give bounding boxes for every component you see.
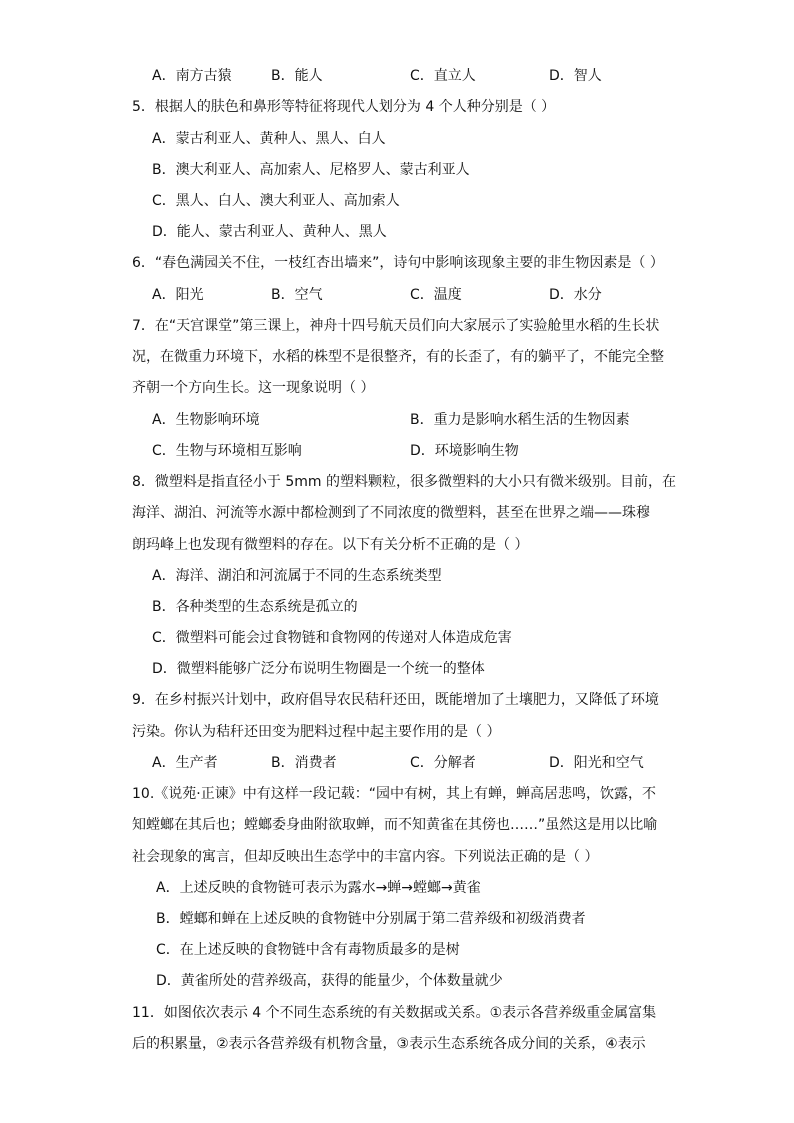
q7-options-row-1	[0, 411, 794, 429]
q8-stem-line-3: 朗玛峰上也发现有微塑料的存在。以下有关分析不正确的是（ ）	[132, 537, 529, 553]
q5-option-d[interactable]: D．能人、蒙古利亚人、黄种人、黑人	[152, 224, 387, 240]
q6-options	[0, 286, 794, 304]
q4-option-c[interactable]: C．直立人	[410, 68, 476, 84]
q11-stem-line-2: 后的积累量，②表示各营养级有机物含量，③表示生态系统各成分间的关系，④表示	[132, 1036, 646, 1052]
q10-stem-line-3: 社会现象的寓言，但却反映出生态学中的丰富内容。下列说法正确的是（ ）	[132, 849, 599, 865]
q9-stem-line-1: 9．在乡村振兴计划中，政府倡导农民秸秆还田，既能增加了土壤肥力，又降低了环境	[132, 692, 659, 708]
q10-option-a[interactable]: A．上述反映的食物链可表示为露水→蝉→螳螂→黄雀	[156, 880, 481, 896]
q8-stem-line-2: 海洋、湖泊、河流等水源中都检测到了不同浓度的微塑料，甚至在世界之端——珠穆	[132, 505, 650, 521]
q7-option-a[interactable]: A．生物影响环境	[152, 412, 260, 428]
q8-option-b[interactable]: B．各种类型的生态系统是孤立的	[152, 599, 358, 615]
q8-option-a[interactable]: A．海洋、湖泊和河流属于不同的生态系统类型	[152, 568, 442, 584]
q11-stem-line-1: 11．如图依次表示 4 个不同生态系统的有关数据或关系。①表示各营养级重金属富集	[132, 1005, 657, 1021]
q7-option-c[interactable]: C．生物与环境相互影响	[152, 443, 302, 459]
q10-option-b[interactable]: B．螳螂和蝉在上述反映的食物链中分别属于第二营养级和初级消费者	[156, 911, 586, 927]
q7-stem-line-2: 况，在微重力环境下，水稻的株型不是很整齐，有的长歪了，有的躺平了，不能完全整	[132, 349, 664, 365]
q9-stem-line-2: 污染。你认为秸秆还田变为肥料过程中起主要作用的是（ ）	[132, 724, 501, 740]
q9-options	[0, 754, 794, 772]
q5-option-b[interactable]: B．澳大利亚人、高加索人、尼格罗人、蒙古利亚人	[152, 162, 470, 178]
q6-stem: 6．“春色满园关不住，一枝红杏出墙来”，诗句中影响该现象主要的非生物因素是（ ）	[132, 255, 664, 271]
q10-option-c[interactable]: C．在上述反映的食物链中含有毒物质最多的是树	[156, 942, 460, 958]
q5-stem: 5．根据人的肤色和鼻形等特征将现代人划分为 4 个人种分别是（ ）	[132, 99, 556, 115]
q10-option-d[interactable]: D．黄雀所处的营养级高，获得的能量少，个体数量就少	[156, 973, 503, 989]
q9-option-a[interactable]: A．生产者	[152, 755, 218, 771]
q10-stem-line-2: 知螳螂在其后也；螳螂委身曲附欲取蝉，而不知黄雀在其傍也……”虽然这是用以比喻	[132, 817, 658, 833]
q6-option-c[interactable]: C．温度	[410, 287, 462, 303]
q7-options-row-2	[0, 442, 794, 460]
q9-option-c[interactable]: C．分解者	[410, 755, 476, 771]
q4-option-a[interactable]: A．南方古猿	[152, 68, 232, 84]
q4-options	[0, 67, 794, 85]
q4-option-d[interactable]: D．智人	[549, 68, 602, 84]
q6-option-a[interactable]: A．阳光	[152, 287, 204, 303]
q10-stem-line-1: 10.《说苑·正谏》中有这样一段记载：“园中有树，其上有蝉，蝉高居悲鸣，饮露，不	[132, 786, 656, 802]
q9-option-b[interactable]: B．消费者	[271, 755, 337, 771]
q7-stem-line-3: 齐朝一个方向生长。这一现象说明（ ）	[132, 380, 375, 396]
q8-option-c[interactable]: C．微塑料可能会过食物链和食物网的传递对人体造成危害	[152, 630, 512, 646]
q5-option-a[interactable]: A．蒙古利亚人、黄种人、黑人、白人	[152, 131, 386, 147]
q8-option-d[interactable]: D．微塑料能够广泛分布说明生物圈是一个统一的整体	[152, 661, 485, 677]
q8-stem-line-1: 8．微塑料是指直径小于 5mm 的塑料颗粒，很多微塑料的大小只有微米级别。目前，在	[132, 474, 676, 490]
q6-option-b[interactable]: B．空气	[271, 287, 323, 303]
q7-stem-line-1: 7．在“天宫课堂”第三课上，神舟十四号航天员们向大家展示了实验舱里水稻的生长状	[132, 318, 660, 334]
q5-option-c[interactable]: C．黑人、白人、澳大利亚人、高加索人	[152, 193, 400, 209]
q4-option-b[interactable]: B．能人	[271, 68, 323, 84]
q7-option-b[interactable]: B．重力是影响水稻生活的生物因素	[410, 412, 630, 428]
q7-option-d[interactable]: D．环境影响生物	[410, 443, 519, 459]
q6-option-d[interactable]: D．水分	[549, 287, 602, 303]
q9-option-d[interactable]: D．阳光和空气	[549, 755, 644, 771]
